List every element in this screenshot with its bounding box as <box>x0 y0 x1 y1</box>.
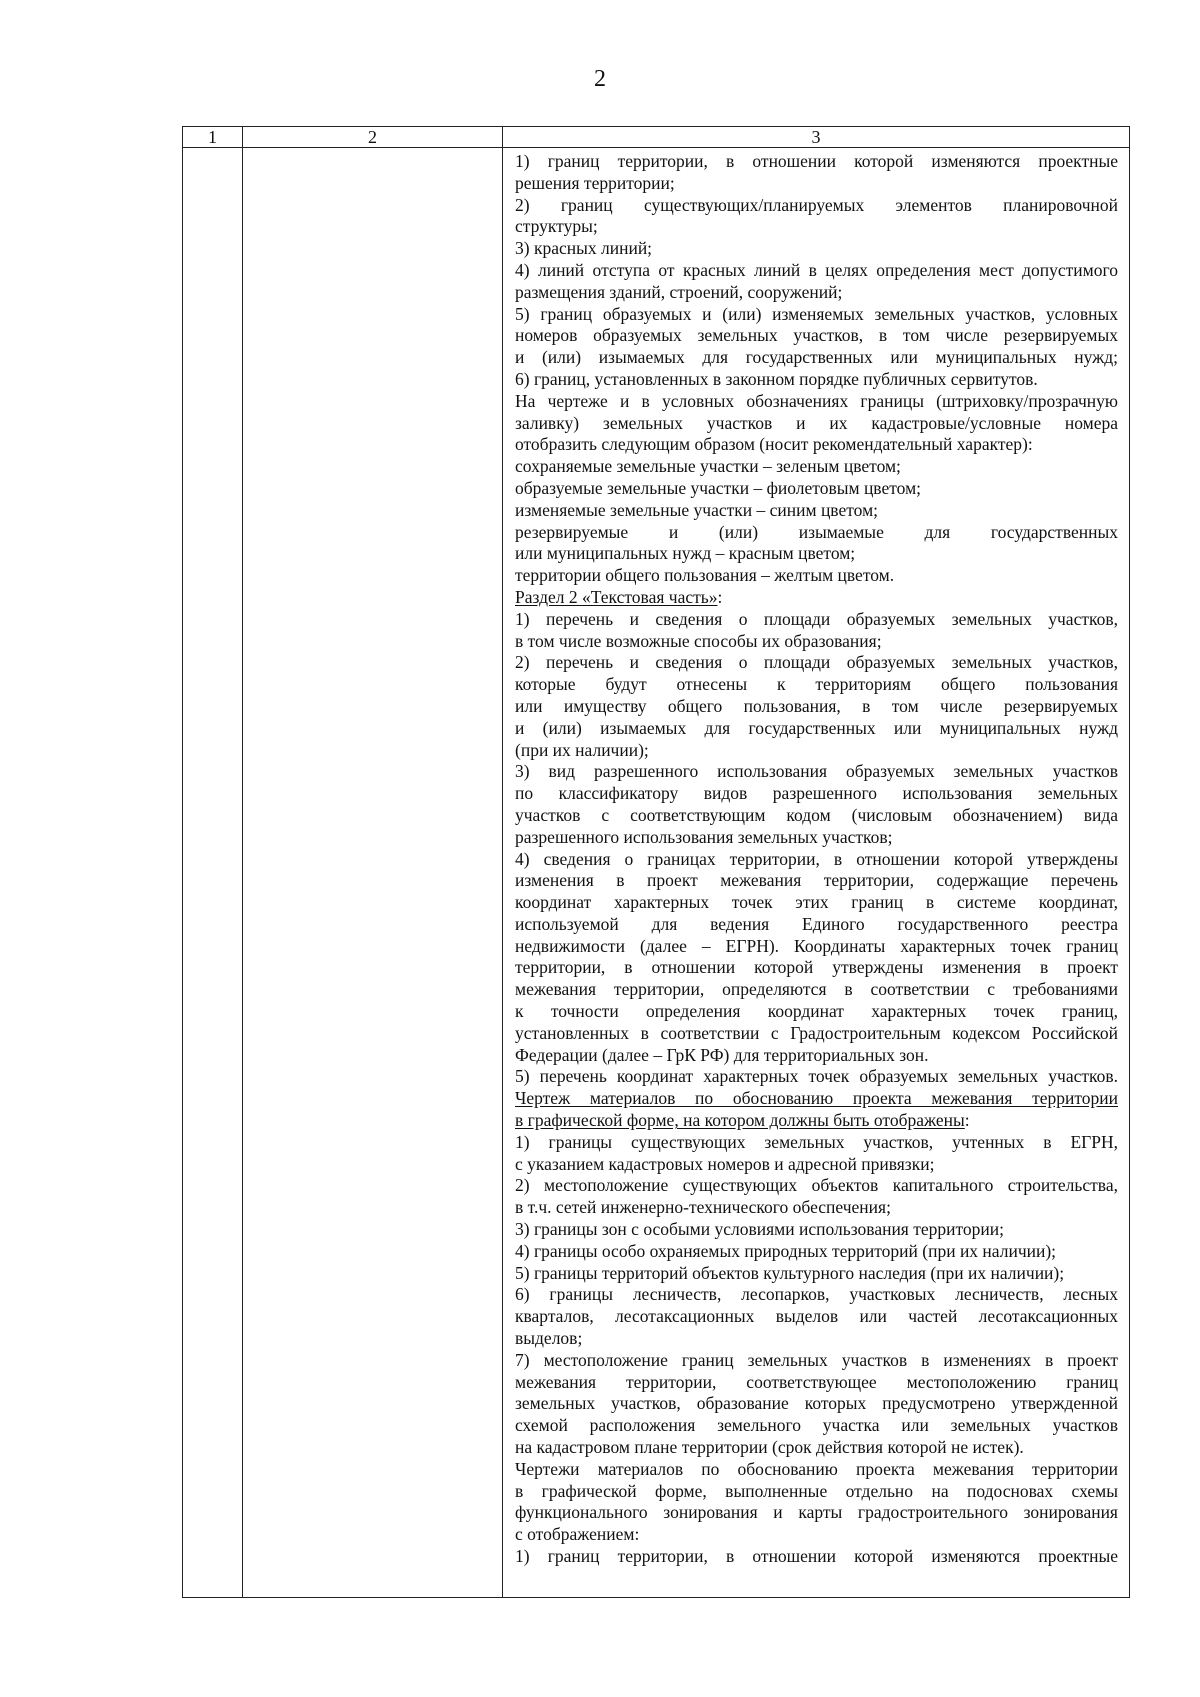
text-line: используемой для ведения Единого государственного реестра <box>515 913 1118 934</box>
text-line: 5) границы территорий объектов культурного наследия (при их наличии); <box>515 1262 1065 1283</box>
page-number: 2 <box>594 66 606 92</box>
text-line: 2) перечень и сведения о площади образуемых земельных участков, <box>515 652 1118 673</box>
text-line: выделов; <box>515 1328 583 1349</box>
text-line: размещения зданий, строений, сооружений; <box>515 281 843 302</box>
text-line: 3) вид разрешенного использования образуемых земельных участков <box>515 761 1118 782</box>
text-line: в графической форме, на котором должны быть отображены: <box>515 1110 970 1131</box>
text-line: 1) границ территории, в отношении которой изменяются проектные <box>515 1546 1118 1566</box>
text-line: изменяемые земельные участки – синим цветом; <box>515 499 879 520</box>
text-line: или муниципальных нужд – красным цветом; <box>515 543 856 564</box>
text-line: Раздел 2 «Текстовая часть»: <box>515 586 723 607</box>
column-header-2: 2 <box>243 127 503 148</box>
cell-column-2 <box>243 148 503 1598</box>
text-line: структуры; <box>515 216 598 237</box>
table-body-row <box>183 148 1130 1598</box>
text-line: участков с соответствующим кодом (числовым обозначением) вида <box>515 804 1118 825</box>
text-line: 4) границы особо охраняемых природных территорий (при их наличии); <box>515 1240 1057 1261</box>
text-line: координат характерных точек этих границ в системе координат, <box>515 892 1118 913</box>
text-line: 4) линий отступа от красных линий в целях определения мест допустимого <box>515 259 1118 280</box>
text-line: Федерации (далее – ГрК РФ) для территориальных зон. <box>515 1044 929 1065</box>
text-line: территории общего пользования – желтым цветом. <box>515 565 895 586</box>
text-line: 2) границ существующих/планируемых элементов планировочной <box>515 194 1118 215</box>
text-line: 2) местоположение существующих объектов капитального строительства, <box>515 1175 1118 1196</box>
text-line: в графической форме, выполненные отдельно на подосновах схемы <box>515 1480 1118 1501</box>
text-line: изменения в проект межевания территории, содержащие перечень <box>515 870 1118 891</box>
text-line: 3) границы зон с особыми условиями использования территории; <box>515 1219 1005 1240</box>
text-line: земельных участков, образование которых предусмотрено утвержденной <box>515 1393 1118 1414</box>
text-line: с указанием кадастровых номеров и адресной привязки; <box>515 1153 935 1174</box>
text-line: образуемые земельные участки – фиолетовым цветом; <box>515 477 922 498</box>
text-line: решения территории; <box>515 172 675 193</box>
requirements-text <box>503 148 1129 1568</box>
text-line: на кадастровом плане территории (срок действия которой не истек). <box>515 1437 1024 1458</box>
text-line: недвижимости (далее – ЕГРН). Координаты характерных точек границ <box>515 935 1118 956</box>
text-line: 6) границ, установленных в законном порядке публичных сервитутов. <box>515 368 1038 389</box>
text-line: резервируемые и (или) изымаемые для государственных <box>515 521 1118 542</box>
text-line: установленных в соответствии с Градостроительным кодексом Российской <box>515 1022 1118 1043</box>
text-line: Чертеж материалов по обоснованию проекта межевания территории <box>515 1088 1118 1109</box>
text-line: На чертеже и в условных обозначениях границы (штриховку/прозрачную <box>515 390 1118 411</box>
cell-column-3 <box>503 148 1130 1598</box>
text-line: номеров образуемых земельных участков, в том числе резервируемых <box>515 325 1118 346</box>
text-line: функционального зонирования и карты градостроительного зонирования <box>515 1502 1118 1523</box>
text-line: 7) местоположение границ земельных участков в изменениях в проект <box>515 1349 1118 1370</box>
text-line: заливку) земельных участков и их кадастровые/условные номера <box>515 412 1118 433</box>
text-line: 3) красных линий; <box>515 238 653 259</box>
text-line: 1) перечень и сведения о площади образуемых земельных участков, <box>515 608 1118 629</box>
text-line: или имуществу общего пользования, в том числе резервируемых <box>515 695 1118 716</box>
text-line: отобразить следующим образом (носит рекомендательный характер): <box>515 434 1033 455</box>
text-line: Чертежи материалов по обоснованию проекта межевания территории <box>515 1458 1118 1479</box>
column-header-1: 1 <box>183 127 243 148</box>
text-line: к точности определения координат характерных точек границ, <box>515 1001 1118 1022</box>
text-line: в том числе возможные способы их образования; <box>515 630 882 651</box>
text-line: и (или) изымаемых для государственных или муниципальных нужд <box>515 717 1118 738</box>
text-line: которые будут отнесены к территориям общего пользования <box>515 674 1118 695</box>
text-line: сохраняемые земельные участки – зеленым цветом; <box>515 456 901 477</box>
text-line: территории, в отношении которой утверждены изменения в проект <box>515 957 1118 978</box>
column-header-3: 3 <box>503 127 1130 148</box>
text-line: и (или) изымаемых для государственных или муниципальных нужд; <box>515 347 1118 368</box>
cell-column-1 <box>183 148 243 1598</box>
text-line: 5) перечень координат характерных точек образуемых земельных участков. <box>515 1066 1118 1087</box>
text-line: 5) границ образуемых и (или) изменяемых земельных участков, условных <box>515 303 1118 324</box>
text-line: 1) границ территории, в отношении которой изменяются проектные <box>515 151 1118 171</box>
text-line: (при их наличии); <box>515 739 649 760</box>
text-line: межевания территории, определяются в соответствии с требованиями <box>515 979 1118 1000</box>
text-line: с отображением: <box>515 1524 640 1545</box>
text-line: межевания территории, соответствующее местоположению границ <box>515 1371 1118 1392</box>
text-line: разрешенного использования земельных участков; <box>515 826 893 847</box>
text-line: в т.ч. сетей инженерно-технического обеспечения; <box>515 1197 891 1218</box>
requirements-table <box>182 126 1130 1598</box>
text-line: схемой расположения земельного участка или земельных участков <box>515 1415 1118 1436</box>
text-line: по классификатору видов разрешенного использования земельных <box>515 783 1118 804</box>
text-line: 6) границы лесничеств, лесопарков, участковых лесничеств, лесных <box>515 1284 1118 1305</box>
table-header-row <box>183 127 1130 148</box>
text-line: 1) границы существующих земельных участков, учтенных в ЕГРН, <box>515 1131 1118 1152</box>
text-line: кварталов, лесотаксационных выделов или частей лесотаксационных <box>515 1306 1118 1327</box>
text-line: 4) сведения о границах территории, в отношении которой утверждены <box>515 848 1118 869</box>
